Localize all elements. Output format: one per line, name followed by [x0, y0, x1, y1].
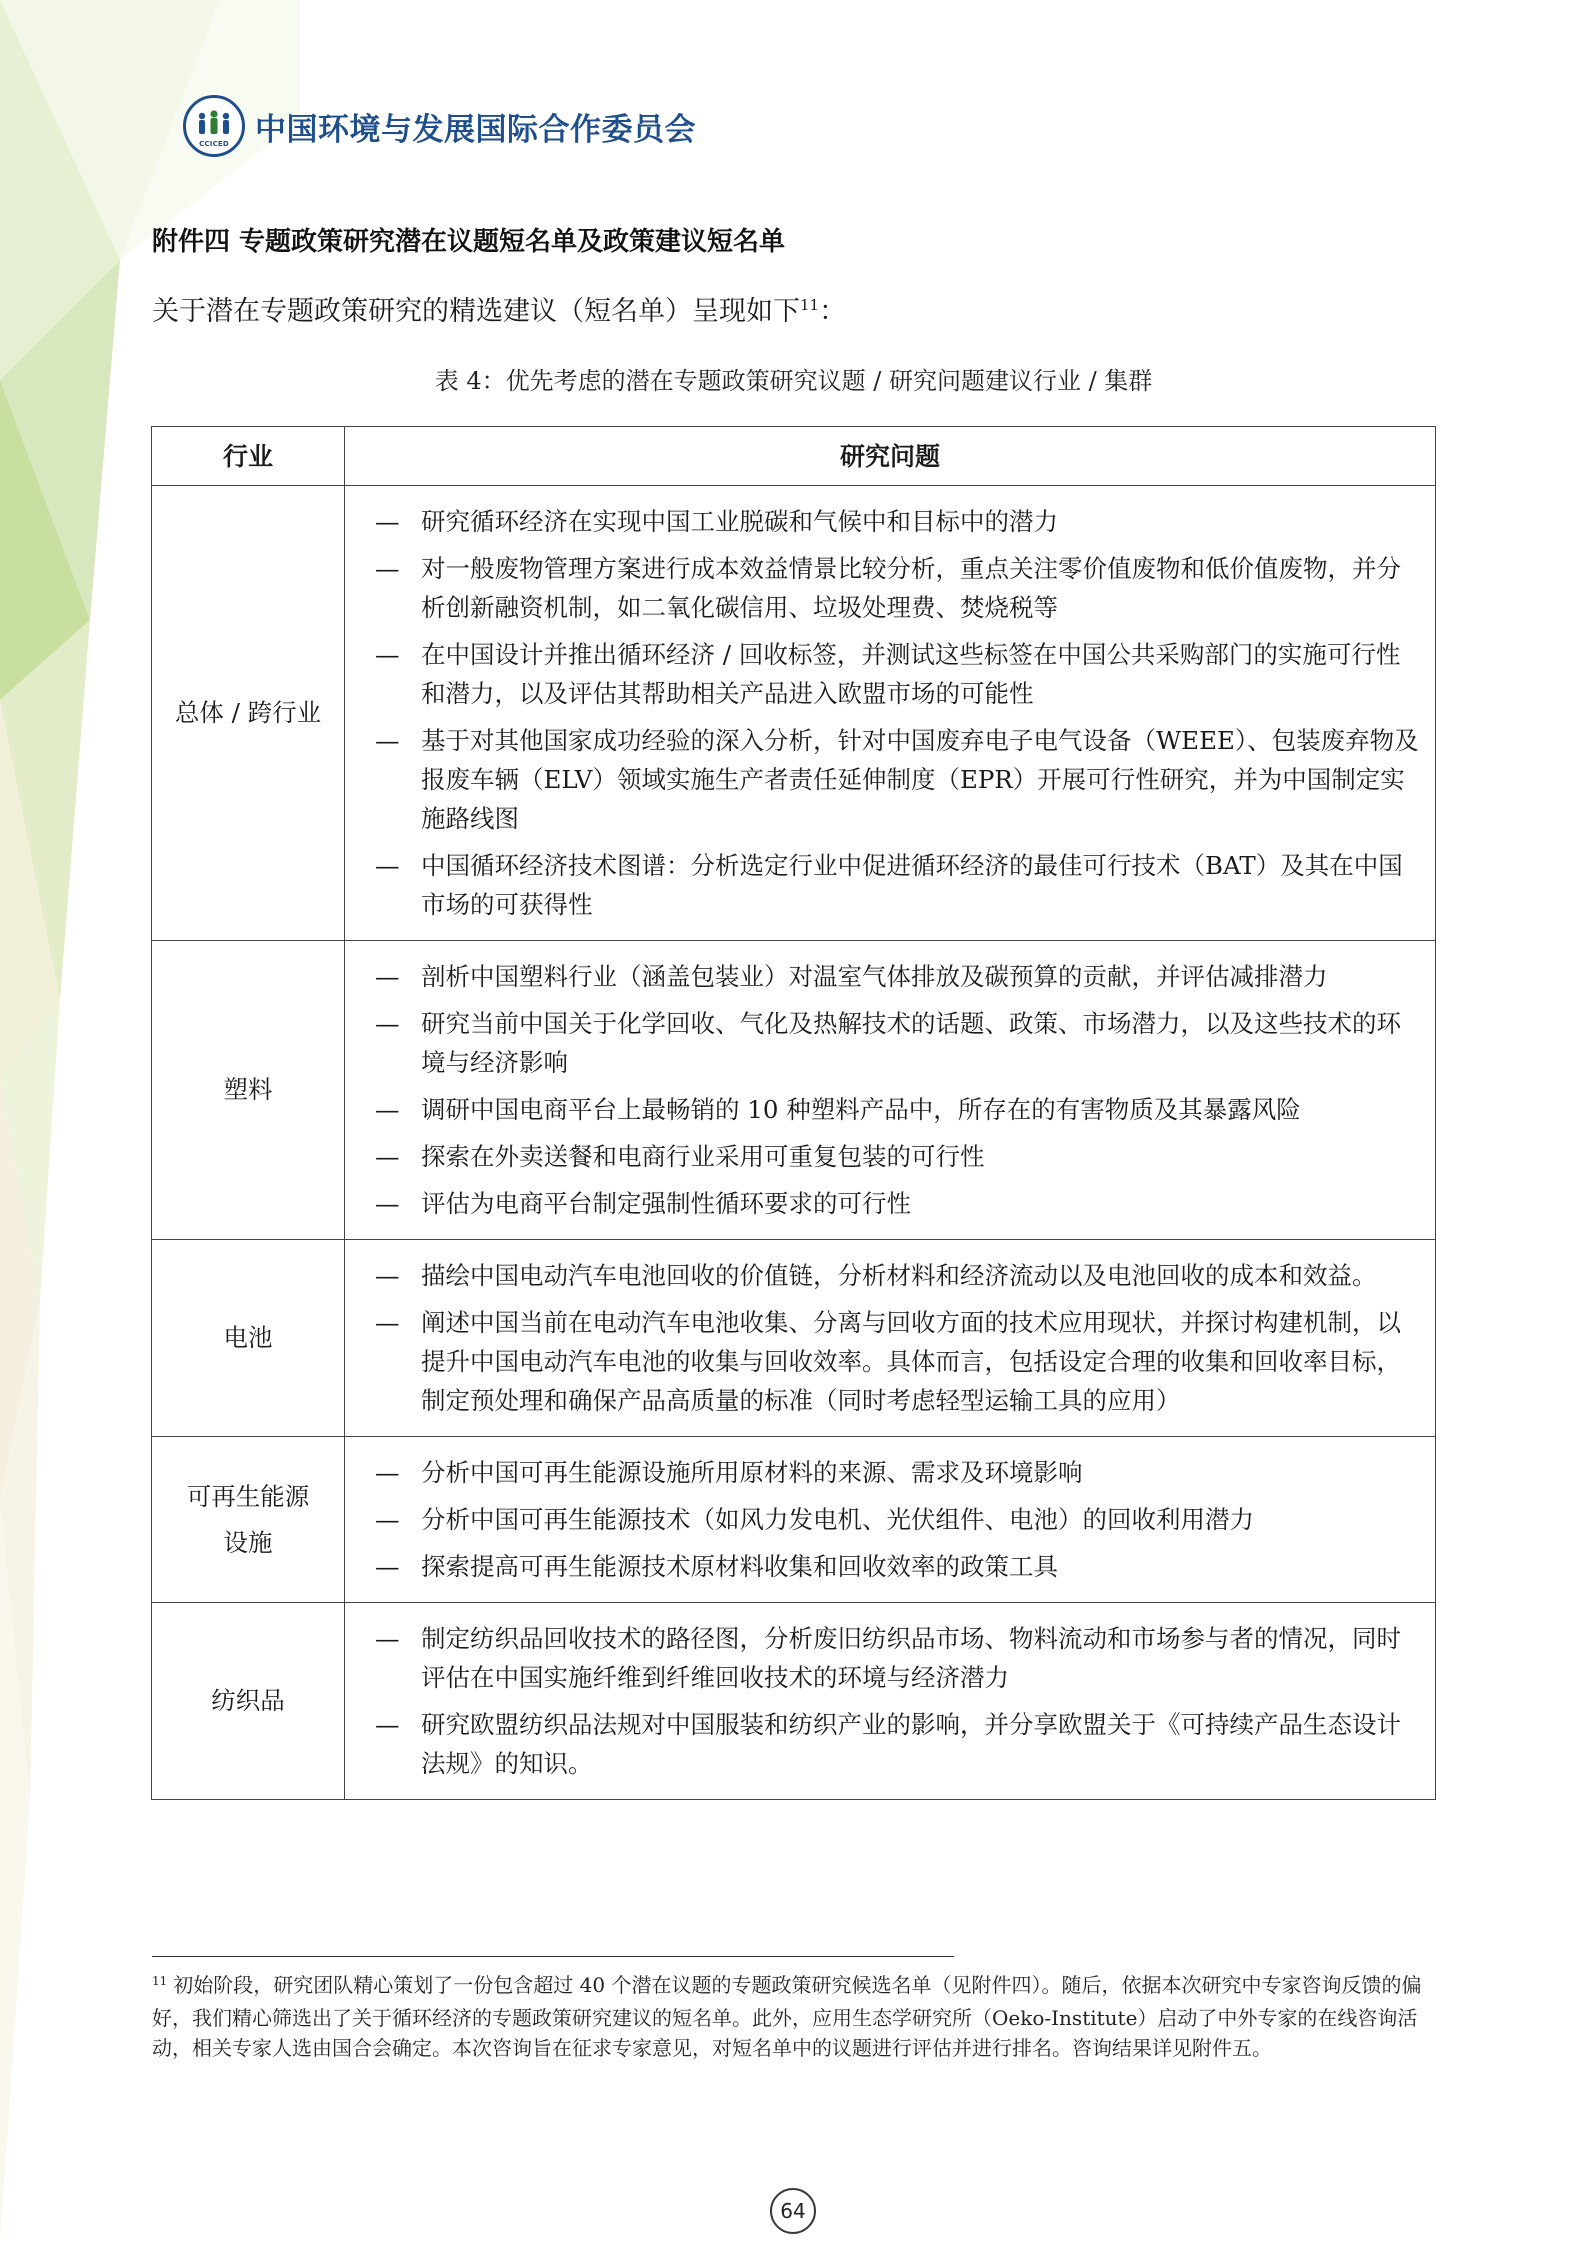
list-item-text: 描绘中国电动汽车电池回收的价值链，分析材料和经济流动以及电池回收的成本和效益。 — [421, 1261, 1377, 1290]
organization-name: 中国环境与发展国际合作委员会 — [255, 111, 696, 148]
section-title: 附件四 专题政策研究潜在议题短名单及政策建议短名单 — [152, 227, 786, 257]
page-number: 64 — [770, 2188, 816, 2234]
list-item-text: 研究欧盟纺织品法规对中国服装和纺织产业的影响，并分享欧盟关于《可持续产品生态设计法规》的知识。 — [421, 1710, 1401, 1778]
dash-bullet: — — [375, 1710, 400, 1739]
list-item-text: 对一般废物管理方案进行成本效益情景比较分析，重点关注零价值废物和低价值废物，并分析创新融资机制，如二氧化碳信用、垃圾处理费、焚烧税等 — [421, 554, 1401, 622]
cciced-logo — [183, 95, 245, 157]
footnote-text: 初始阶段，研究团队精心策划了一份包含超过 40 个潜在议题的专题政策研究候选名单（见附件四）。随后，依据本次研究中专家咨询反馈的偏好，我们精心筛选出了关于循环经济的专题政策研究建议的短名单。此外，应用生态学研究所（Oeko-Institute）启动了中外专家的在线咨询活动，相关专家人选由国合会确定。本次咨询旨在征求专家意见，对短名单中的议题进行评估并进行排名。咨询结果详见附件五。 — [152, 1973, 1422, 2060]
sector-cell: 纺织品 — [152, 1603, 345, 1800]
dash-bullet: — — [375, 726, 400, 755]
research-topics-table — [151, 426, 1436, 1800]
list-item — [375, 502, 1421, 541]
list-item — [375, 1004, 1421, 1082]
list-item — [375, 1500, 1421, 1539]
dash-bullet: — — [375, 1624, 400, 1653]
research-questions-cell — [345, 1603, 1436, 1800]
footnote — [152, 1970, 1437, 2063]
list-item — [375, 549, 1421, 627]
sector-cell: 塑料 — [152, 941, 345, 1240]
list-item-text: 剖析中国塑料行业（涵盖包装业）对温室气体排放及碳预算的贡献，并评估减排潜力 — [421, 962, 1328, 991]
list-item — [375, 1256, 1421, 1295]
dash-bullet: — — [375, 1095, 400, 1124]
dash-bullet: — — [375, 1505, 400, 1534]
list-item — [375, 1619, 1421, 1697]
list-item — [375, 957, 1421, 996]
table-header-row — [152, 427, 1436, 486]
list-item-text: 分析中国可再生能源技术（如风力发电机、光伏组件、电池）的回收利用潜力 — [421, 1505, 1254, 1534]
list-item — [375, 1547, 1421, 1586]
list-item-text: 探索在外卖送餐和电商行业采用可重复包装的可行性 — [421, 1142, 985, 1171]
list-item — [375, 1090, 1421, 1129]
dash-bullet: — — [375, 507, 400, 536]
research-questions-cell — [345, 941, 1436, 1240]
table-row — [152, 1240, 1436, 1437]
logo-text: CCICED — [199, 140, 229, 148]
sector-cell: 总体 / 跨行业 — [152, 486, 345, 941]
list-item-text: 研究循环经济在实现中国工业脱碳和气候中和目标中的潜力 — [421, 507, 1058, 536]
table-row — [152, 941, 1436, 1240]
list-item-text: 调研中国电商平台上最畅销的 10 种塑料产品中，所存在的有害物质及其暴露风险 — [421, 1095, 1301, 1124]
dash-bullet: — — [375, 1189, 400, 1218]
dash-bullet: — — [375, 640, 400, 669]
dash-bullet: — — [375, 1552, 400, 1581]
list-item-text: 制定纺织品回收技术的路径图，分析废旧纺织品市场、物料流动和市场参与者的情况，同时评估在中国实施纤维到纤维回收技术的环境与经济潜力 — [421, 1624, 1401, 1692]
list-item-text: 探索提高可再生能源技术原材料收集和回收效率的政策工具 — [421, 1552, 1058, 1581]
list-item — [375, 1453, 1421, 1492]
page-header — [183, 94, 696, 158]
list-item — [375, 1705, 1421, 1783]
table-row — [152, 1603, 1436, 1800]
list-item-text: 研究当前中国关于化学回收、气化及热解技术的话题、政策、市场潜力，以及这些技术的环境与经济影响 — [421, 1009, 1401, 1077]
research-questions-cell — [345, 486, 1436, 941]
table-caption: 表 4：优先考虑的潜在专题政策研究议题 / 研究问题建议行业 / 集群 — [434, 367, 1153, 395]
table-row — [152, 486, 1436, 941]
dash-bullet: — — [375, 1009, 400, 1038]
footnote-reference[interactable]: 11 — [800, 296, 820, 314]
dash-bullet: — — [375, 1142, 400, 1171]
footnote-divider — [152, 1956, 954, 1957]
intro-sentence — [152, 289, 846, 328]
list-item-text: 分析中国可再生能源设施所用原材料的来源、需求及环境影响 — [421, 1458, 1083, 1487]
dash-bullet: — — [375, 962, 400, 991]
list-item-text: 基于对其他国家成功经验的深入分析，针对中国废弃电子电气设备（WEEE）、包装废弃物及报废车辆（ELV）领域实施生产者责任延伸制度（EPR）开展可行性研究，并为中国制定实施路线图 — [421, 726, 1419, 833]
list-item-text: 评估为电商平台制定强制性循环要求的可行性 — [421, 1189, 911, 1218]
table-row — [152, 1437, 1436, 1603]
footnote-number: 11 — [152, 1974, 168, 1988]
intro-text: 关于潜在专题政策研究的精选建议（短名单）呈现如下 — [152, 296, 800, 327]
research-questions-cell — [345, 1437, 1436, 1603]
list-item — [375, 846, 1421, 924]
list-item — [375, 1303, 1421, 1420]
table-body — [152, 486, 1436, 1800]
intro-suffix: ： — [819, 296, 847, 327]
list-item — [375, 1184, 1421, 1223]
research-questions-cell — [345, 1240, 1436, 1437]
sector-cell: 可再生能源设施 — [152, 1437, 345, 1603]
list-item-text: 在中国设计并推出循环经济 / 回收标签，并测试这些标签在中国公共采购部门的实施可行性和潜力，以及评估其帮助相关产品进入欧盟市场的可能性 — [421, 640, 1401, 708]
dash-bullet: — — [375, 851, 400, 880]
list-item-text: 阐述中国当前在电动汽车电池收集、分离与回收方面的技术应用现状，并探讨构建机制，以提升中国电动汽车电池的收集与回收效率。具体而言，包括设定合理的收集和回收率目标，制定预处理和确保产品高质量的标准（同时考虑轻型运输工具的应用） — [421, 1308, 1401, 1415]
header-research-questions: 研究问题 — [345, 427, 1436, 486]
dash-bullet: — — [375, 1261, 400, 1290]
list-item — [375, 1137, 1421, 1176]
people-icon — [194, 109, 234, 143]
dash-bullet: — — [375, 1458, 400, 1487]
sector-cell: 电池 — [152, 1240, 345, 1437]
header-sector: 行业 — [152, 427, 345, 486]
list-item — [375, 721, 1421, 838]
dash-bullet: — — [375, 554, 400, 583]
dash-bullet: — — [375, 1308, 400, 1337]
list-item-text: 中国循环经济技术图谱：分析选定行业中促进循环经济的最佳可行技术（BAT）及其在中国市场的可获得性 — [421, 851, 1403, 919]
list-item — [375, 635, 1421, 713]
